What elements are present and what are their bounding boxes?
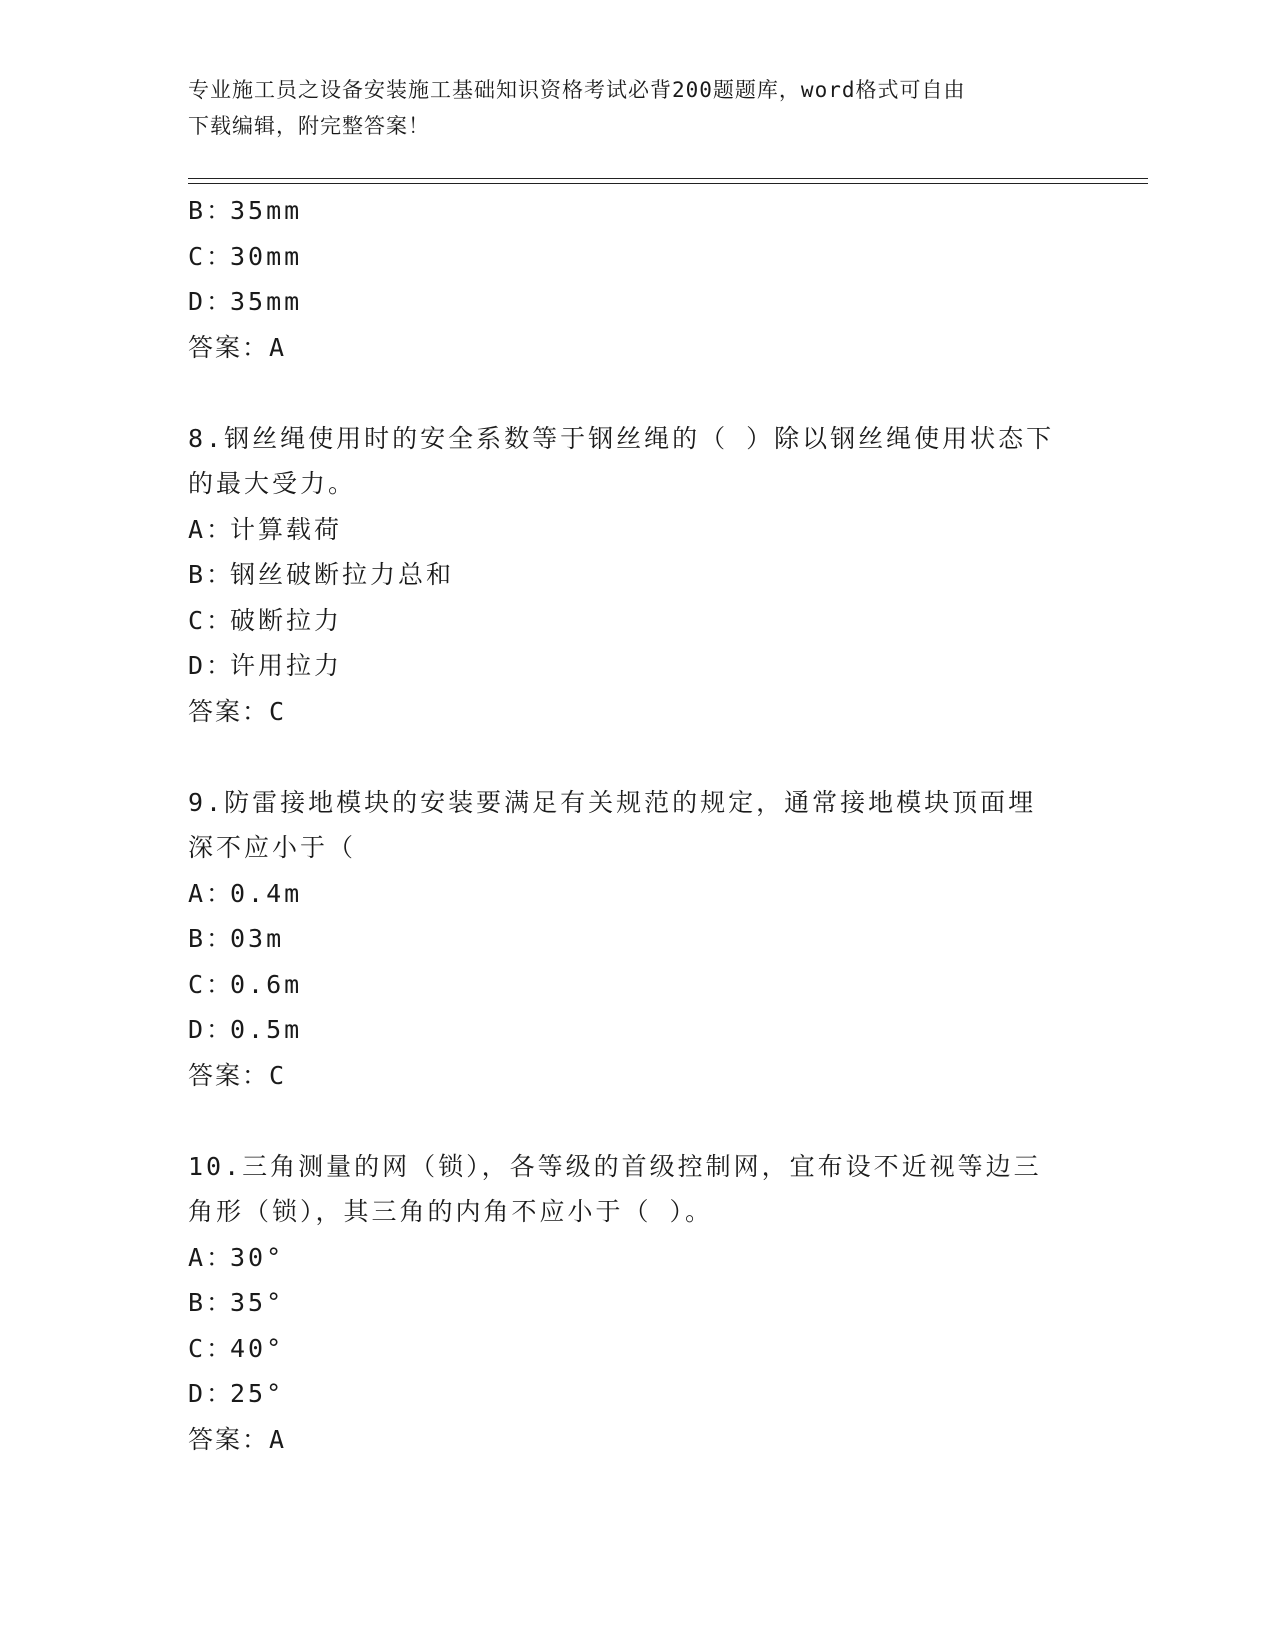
spacer [188, 371, 1088, 416]
answer-line: 答案：A [188, 332, 287, 362]
option-c: C：40° [188, 1333, 285, 1363]
option-b: B：35° [188, 1288, 285, 1317]
option-b: B：钢丝破断拉力总和 [188, 560, 455, 589]
question-text-line-2: 的最大受力。 [188, 469, 357, 498]
question-text-line-1: 9.防雷接地模块的安装要满足有关规范的规定，通常接地模块顶面埋 [188, 787, 1037, 817]
option-c: C：30mm [188, 241, 303, 271]
header-line-2: 下载编辑，附完整答案！ [188, 114, 430, 138]
option-b: B：03m [188, 924, 285, 953]
question-7-continuation [188, 188, 1088, 371]
header-divider-bottom [188, 183, 1148, 184]
question-10 [188, 1144, 1088, 1463]
option-d: D：35mm [188, 287, 303, 316]
answer-line: 答案：A [188, 1424, 287, 1454]
option-a: A：30° [188, 1242, 285, 1272]
question-text-line-1: 8.钢丝绳使用时的安全系数等于钢丝绳的（ ）除以钢丝绳使用状态下 [188, 423, 1055, 453]
option-a: A：0.4m [188, 878, 303, 908]
question-list [188, 188, 1088, 1463]
option-c: C：破断拉力 [188, 605, 343, 635]
answer-line: 答案：C [188, 1060, 287, 1090]
question-8 [188, 416, 1088, 735]
option-c: C：0.6m [188, 969, 303, 999]
header-line-1: 专业施工员之设备安装施工基础知识资格考试必背200题题库，word格式可自由 [188, 78, 966, 102]
question-9 [188, 780, 1088, 1099]
option-d: D：0.5m [188, 1015, 303, 1044]
question-text-line-2: 深不应小于（ [188, 833, 357, 862]
option-d: D：许用拉力 [188, 651, 343, 680]
option-d: D：25° [188, 1379, 285, 1408]
spacer [188, 735, 1088, 780]
option-b: B：35mm [188, 196, 303, 225]
question-text-line-2: 角形（锁），其三角的内角不应小于（ ）。 [188, 1197, 714, 1226]
header-divider-top [188, 178, 1148, 179]
question-text-line-1: 10.三角测量的网（锁），各等级的首级控制网，宜布设不近视等边三 [188, 1151, 1042, 1181]
answer-line: 答案：C [188, 696, 287, 726]
document-header [188, 72, 1088, 144]
spacer [188, 1099, 1088, 1144]
option-a: A：计算载荷 [188, 514, 343, 544]
